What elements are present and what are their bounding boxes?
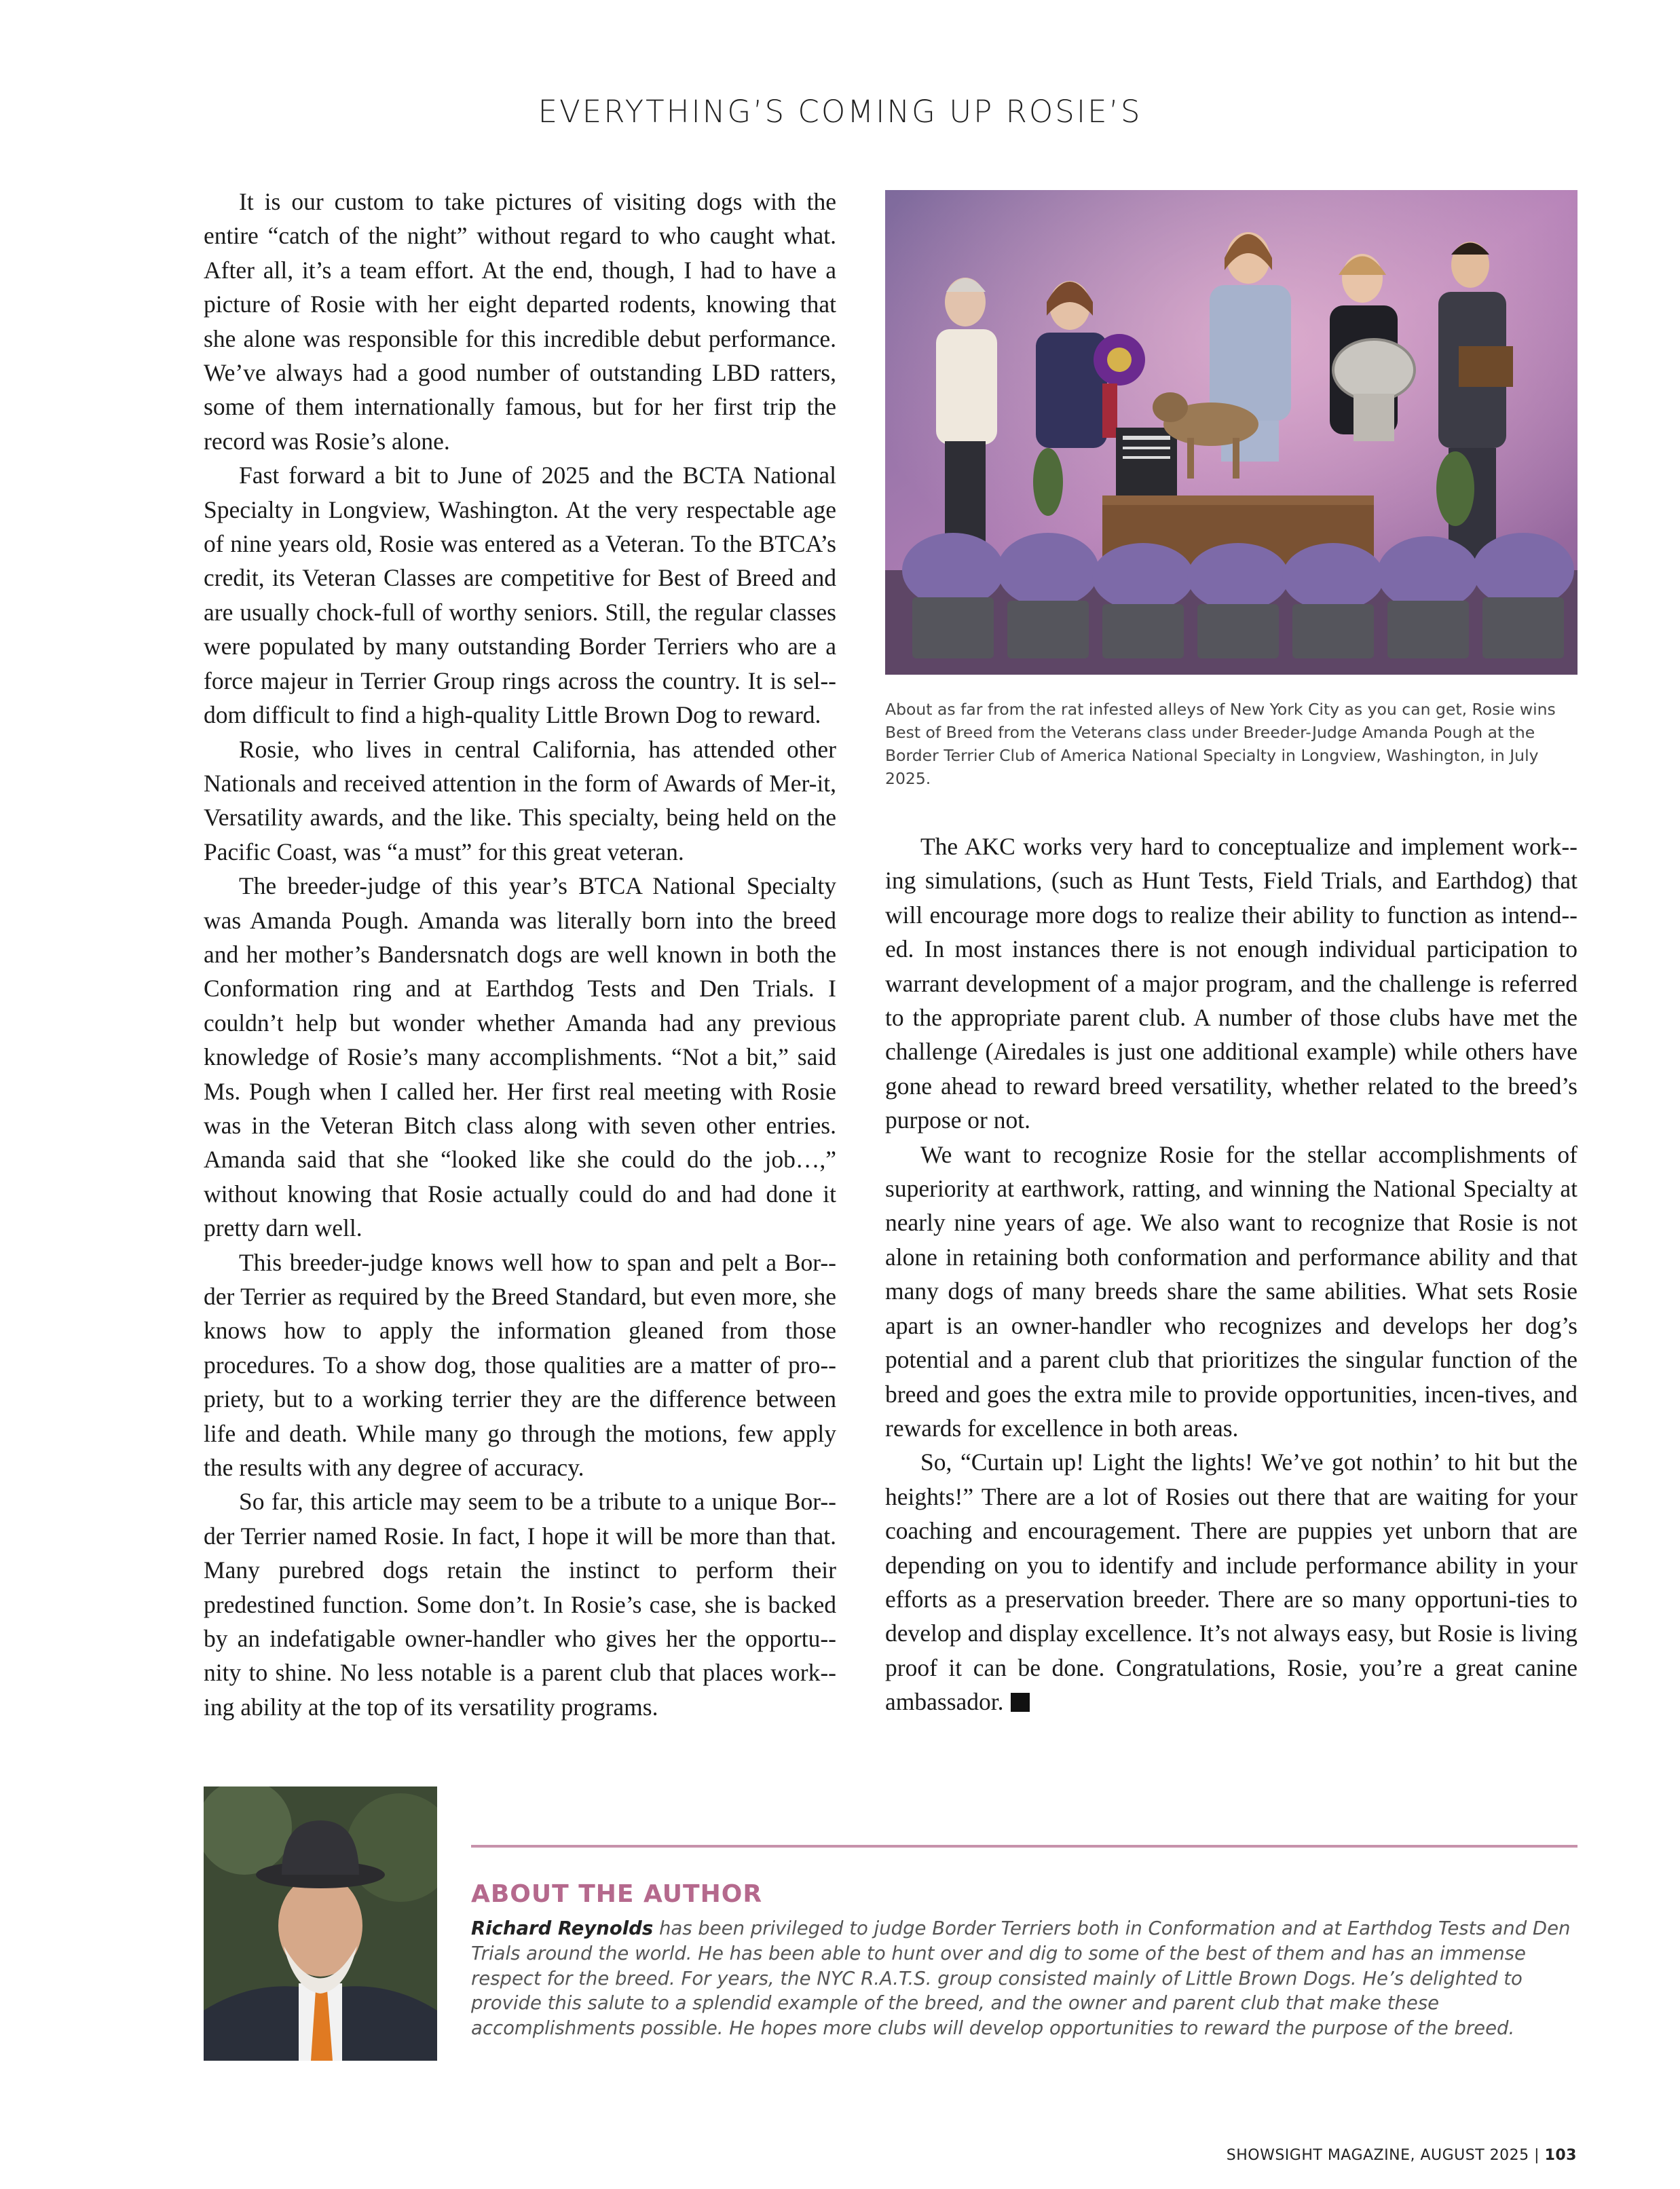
article-right-column: [885, 829, 1578, 1719]
end-of-article-mark: [1011, 1693, 1030, 1712]
author-portrait: [204, 1786, 437, 2061]
paragraph: It is our custom to take pictures of visiting dogs with the entire “catch of the night” without regard to who caught what. After all, it’s a team effort. At the end, though, I had to have a picture of Rosie with her eight departed rodents, knowing that she alone was responsible for this incredible debut performance. We’ve always had a good number of outstanding LBD ratters, some of them internationally famous, but for her first trip the record was Rosie’s alone.: [204, 188, 836, 455]
page-footer: [1227, 2147, 1577, 2164]
closing-paragraph-text: So, “Curtain up! Light the lights! We’ve got nothin’ to hit but the heights!” There are a lot of Rosies out there that are waiting for your coaching and encouragement. There are puppies yet unborn that are depending on you to identify and include performance ability in your efforts as a preservation breeder. There are so many opportuni-ties to develop and display excellence. It’s not always easy, but Rosie is living proof it can be done. Congratulations, Rosie, you’re a great canine ambassador.: [885, 1448, 1578, 1716]
footer-separator: |: [1529, 2147, 1545, 2164]
paragraph: Fast forward a bit to June of 2025 and the BCTA National Specialty in Longview, Washington. At the very respectable age of nine years old, Rosie was entered as a Veteran. To the BTCA’s credit, its Veteran Classes are competitive for Best of Breed and are usually chock-full of worthy seniors. Still, the regular classes were populated by many outstanding Border Terriers who are a force majeur in Terrier Group rings across the country. It is sel-dom difficult to find a high-quality Little Brown Dog to reward.: [204, 462, 836, 729]
article-left-column: [204, 185, 836, 1724]
author-section-divider: [471, 1845, 1578, 1848]
paragraph: This breeder-judge knows well how to span and pelt a Bor-der Terrier as required by the Breed Standard, but even more, she knows how to apply the information gleaned from those procedures. To a show dog, those qualities are a matter of pro-priety, but to a working terrier they are the difference between life and death. While many go through the motions, few apply the results with any degree of accuracy.: [204, 1248, 836, 1482]
publication-name: SHOWSIGHT MAGAZINE, AUGUST 2025: [1226, 2147, 1529, 2164]
photo-caption: About as far from the rat infested alleys of New York City as you can get, Rosie wins Best of Breed from the Veterans class under Breeder-Judge Amanda Pough at the Border Terrier Club of America National Specialty in Longview, Washington, in July 2025.: [885, 700, 1556, 788]
paragraph: Rosie, who lives in central California, has attended other Nationals and received attention in the form of Awards of Mer-it, Versatility awards, and the like. This specialty, being held on the Pacific Coast, was “a must” for this great veteran.: [204, 735, 836, 865]
author-bio-text: has been privileged to judge Border Terriers both in Conformation and at Earthdog Tests and Den Trials around the world. He has been able to hunt over and dig to some of the best of them and has an immense respect for the breed. For years, the NYC R.A.T.S. group consisted mainly of Little Brown Dogs. He’s delighted to provide this salute to a splendid example of the breed, and the owner and parent club that make these accomplishments possible. He hopes more clubs will develop opportunities to reward the purpose of the breed.: [471, 1917, 1571, 2040]
paragraph: The AKC works very hard to conceptualize and implement work-ing simulations, (such as Hunt Tests, Field Trials, and Earthdog) that will encourage more dogs to realize their ability to function as intend-ed. In most instances there is not enough individual participation to warrant development of a major program, and the challenge is referred to the appropriate parent club. A number of those clubs have met the challenge (Airedales is just one additional example) while others have gone ahead to reward breed versatility, whether related to the breed’s purpose or not.: [885, 833, 1578, 1134]
author-heading: ABOUT THE AUTHOR: [471, 1880, 763, 1908]
author-bio: [471, 1916, 1584, 2041]
paragraph: The breeder-judge of this year’s BTCA National Specialty was Amanda Pough. Amanda was literally born into the breed and her mother’s Bandersnatch dogs are well known in both the Conformation ring and at Earthdog Tests and Den Trials. I couldn’t help but wonder whether Amanda had any previous knowledge of Rosie’s many accomplishments. “Not a bit,” said Ms. Pough when I called her. Her first real meeting with Rosie was in the Veteran Bitch class along with seven other entries. Amanda said that she “looked like she could do the job…,” without knowing that Rosie actually could do and had done it pretty darn well.: [204, 872, 836, 1242]
page-title: EVERYTHING’S COMING UP ROSIE’S: [538, 94, 1142, 130]
paragraph: [885, 1445, 1578, 1719]
page-number: 103: [1544, 2147, 1577, 2164]
paragraph: We want to recognize Rosie for the stellar accomplishments of superiority at earthwork, ratting, and winning the National Specialty at nearly nine years of age. We also want to recognize that Rosie is not alone in retaining both conformation and performance ability and that many dogs of many breeds share the same abilities. What sets Rosie apart is an owner-handler who recognizes and develops her dog’s potential and a parent club that prioritizes the singular function of the breed and goes the extra mile to provide opportunities, incen-tives, and rewards for excellence in both areas.: [885, 1140, 1578, 1442]
author-name: Richard Reynolds: [471, 1917, 654, 1939]
paragraph: So far, this article may seem to be a tribute to a unique Bor-der Terrier named Rosie. In fact, I hope it will be more than that. Many purebred dogs retain the instinct to perform their predestined function. Some don’t. In Rosie’s case, she is backed by an indefatigable owner-handler who gives her the opportu-nity to shine. No less notable is a parent club that places work-ing ability at the top of its versatility programs.: [204, 1488, 836, 1721]
best-of-breed-photo: [885, 190, 1578, 675]
